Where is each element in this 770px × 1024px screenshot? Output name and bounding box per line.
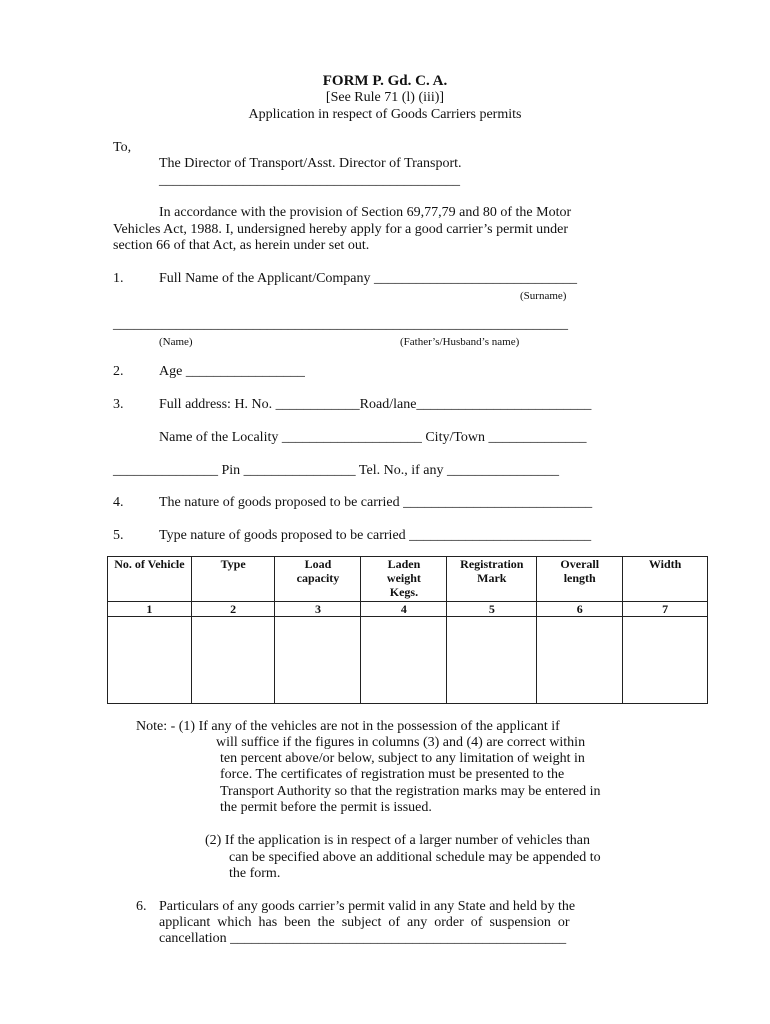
registration-mark-cell[interactable] (447, 617, 537, 704)
item-4-number: 4. (113, 495, 124, 510)
overall-length-cell[interactable] (537, 617, 623, 704)
to-label: To, (113, 140, 132, 155)
note-1-line-5: Transport Authority so that the registration marks may be entered in (220, 784, 601, 799)
pin-tel-field[interactable]: _______________ Pin ________________ Tel. No., if any ________________ (113, 463, 559, 478)
column-number: 4 (361, 602, 447, 617)
address-field[interactable]: Full address: H. No. ____________Road/lane_________________________ (159, 397, 592, 412)
note-1-line-4: force. The certificates of registration must be presented to the (220, 767, 565, 782)
column-number: 3 (275, 602, 361, 617)
intro-line-1: In accordance with the provision of Section 69,77,79 and 80 of the Motor (159, 205, 572, 220)
header-overall-length: Overall length (560, 557, 600, 585)
table-header-row (108, 557, 708, 602)
column-number: 5 (447, 602, 537, 617)
note-2-line-3: the form. (229, 866, 281, 881)
name-blank-line[interactable]: _________________________________________________________________ (113, 317, 568, 332)
age-field[interactable]: Age _________________ (159, 364, 305, 379)
recipient-blank-line[interactable]: ___________________________________________ (159, 173, 460, 188)
vehicle-number-cell[interactable] (108, 617, 192, 704)
header-no-of-vehicle: No. of Vehicle (114, 557, 185, 571)
note-1-line-1: Note: - (1) If any of the vehicles are not in the possession of the applicant if (136, 719, 560, 734)
column-number: 7 (623, 602, 708, 617)
note-1-line-3: ten percent above/or below, subject to any limitation of weight in (220, 751, 585, 766)
recipient: The Director of Transport/Asst. Director of Transport. (159, 156, 462, 171)
note-2-line-2: can be specified above an additional schedule may be appended to (229, 850, 601, 865)
header-width: Width (648, 557, 682, 571)
table-number-row (108, 602, 708, 617)
form-subtitle: Application in respect of Goods Carriers permits (248, 107, 522, 122)
item-5-number: 5. (113, 528, 124, 543)
intro-line-3: section 66 of that Act, as herein under set out. (113, 238, 370, 253)
item-2-number: 2. (113, 364, 124, 379)
applicant-name-field[interactable]: Full Name of the Applicant/Company _____________________________ (159, 271, 578, 286)
laden-weight-cell[interactable] (361, 617, 447, 704)
note-1-line-6: the permit before the permit is issued. (220, 800, 432, 815)
father-husband-label: (Father’s/Husband’s name) (400, 336, 520, 348)
item-1-number: 1. (113, 271, 124, 286)
item-6-line-1: Particulars of any goods carrier’s permit valid in any State and held by the (159, 899, 576, 914)
goods-type-field[interactable]: Type nature of goods proposed to be carried __________________________ (159, 528, 592, 543)
column-number: 1 (108, 602, 192, 617)
load-capacity-cell[interactable] (275, 617, 361, 704)
header-load-capacity: Load capacity (296, 557, 340, 585)
name-label: (Name) (159, 336, 193, 348)
rule-reference: [See Rule 71 (l) (iii)] (325, 90, 445, 105)
item-3-number: 3. (113, 397, 124, 412)
locality-city-field[interactable]: Name of the Locality ____________________ City/Town ______________ (159, 430, 587, 445)
column-number: 2 (191, 602, 275, 617)
header-laden-weight: Laden weight Kegs. (386, 557, 421, 599)
width-cell[interactable] (623, 617, 708, 704)
goods-nature-field[interactable]: The nature of goods proposed to be carried ___________________________ (159, 495, 593, 510)
note-1-line-2: will suffice if the figures in columns (3) and (4) are correct within (216, 735, 586, 750)
note-2-line-1: (2) If the application is in respect of a larger number of vehicles than (205, 833, 590, 848)
form-title: FORM P. Gd. C. A. (322, 73, 448, 89)
intro-line-2: Vehicles Act, 1988. I, undersigned hereby apply for a good carrier’s permit under (113, 222, 568, 237)
vehicle-table (107, 556, 708, 704)
surname-label: (Surname) (520, 290, 567, 302)
item-6-number: 6. (136, 899, 147, 914)
header-type: Type (220, 557, 246, 571)
header-registration-mark: Registration Mark (460, 557, 524, 585)
column-number: 6 (537, 602, 623, 617)
item-6-line-2: applicant which has been the subject of any order of suspension or (159, 915, 570, 930)
type-cell[interactable] (191, 617, 275, 704)
table-entry-row (108, 617, 708, 704)
cancellation-field[interactable]: cancellation ________________________________________________ (159, 931, 567, 946)
